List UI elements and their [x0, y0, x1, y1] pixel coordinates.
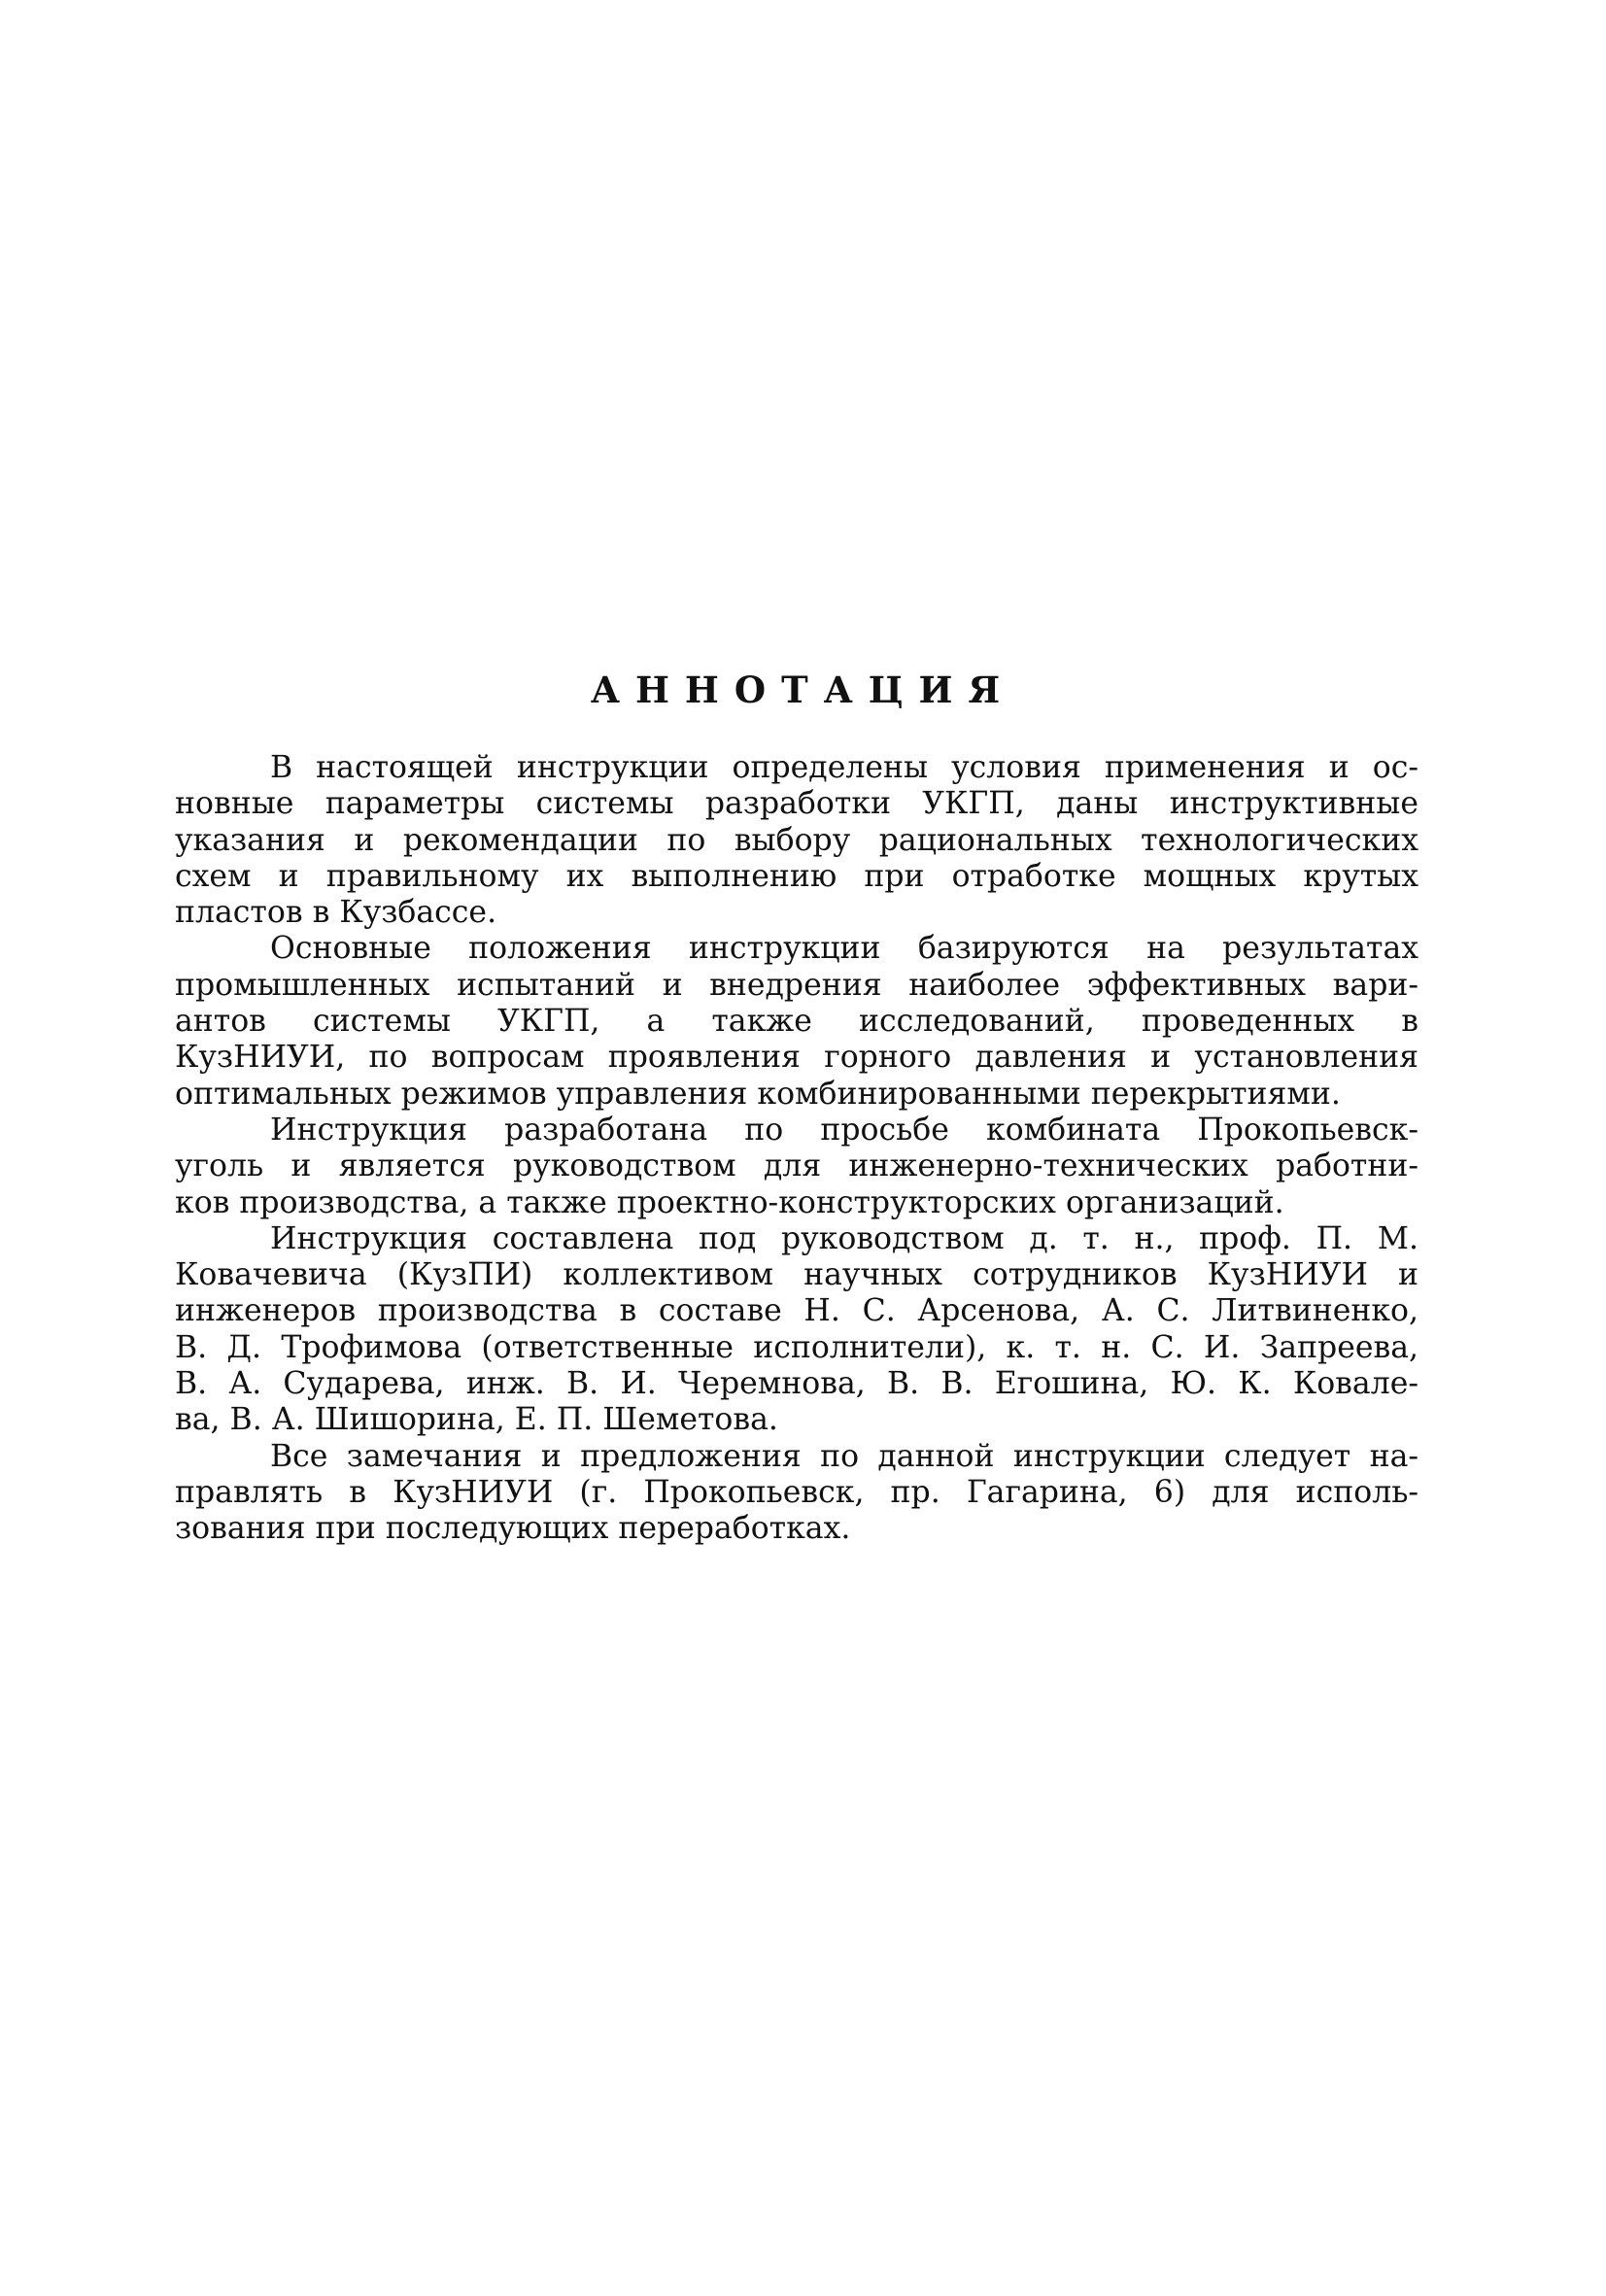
- text-line: промышленных испытаний и внедрения наиболее эффективных вари-: [175, 967, 1418, 1003]
- text-line: В. А. Сударева, инж. В. И. Черемнова, В. В. Егошина, Ю. К. Ковале-: [175, 1366, 1418, 1402]
- text-line: Инструкция составлена под руководством д. т. н., проф. П. М.: [270, 1220, 1418, 1256]
- text-line: КузНИУИ, по вопросам проявления горного давления и установления: [175, 1040, 1418, 1076]
- text-line: оптимальных режимов управления комбинированными перекрытиями.: [175, 1076, 1341, 1112]
- annotation-body: [175, 750, 1418, 1548]
- text-line: схем и правильному их выполнению при отработке мощных крутых: [175, 858, 1418, 894]
- text-line: В настоящей инструкции определены условия применения и ос-: [270, 750, 1418, 785]
- text-line: антов системы УКГП, а также исследований, проведенных в: [175, 1004, 1418, 1040]
- text-line: указания и рекомендации по выбору рациональных технологических: [175, 822, 1418, 858]
- text-line: зования при последующих переработках.: [175, 1511, 851, 1547]
- text-line: ва, В. А. Шишорина, Е. П. Шеметова.: [175, 1402, 778, 1438]
- annotation-title: АННОТАЦИЯ: [590, 668, 1016, 711]
- text-line: Все замечания и предложения по данной инструкции следует на-: [270, 1438, 1418, 1474]
- text-line: пластов в Кузбассе.: [175, 895, 497, 931]
- text-line: уголь и является руководством для инженерно-технических работни-: [175, 1148, 1418, 1184]
- text-line: ков производства, а также проектно-конструкторских организаций.: [175, 1184, 1284, 1220]
- text-line: Основные положения инструкции базируются на результатах: [270, 931, 1418, 967]
- text-line: В. Д. Трофимова (ответственные исполнители), к. т. н. С. И. Запреева,: [175, 1329, 1418, 1365]
- text-line: Инструкция разработана по просьбе комбината Прокопьевск-: [270, 1112, 1418, 1148]
- text-line: Ковачевича (КузПИ) коллективом научных сотрудников КузНИУИ и: [175, 1257, 1418, 1293]
- text-line: инженеров производства в составе Н. С. Арсенова, А. С. Литвиненко,: [175, 1293, 1418, 1329]
- text-line: новные параметры системы разработки УКГП, даны инструктивные: [175, 786, 1418, 822]
- text-line: правлять в КузНИУИ (г. Прокопьевск, пр. Гагарина, 6) для исполь-: [175, 1474, 1418, 1510]
